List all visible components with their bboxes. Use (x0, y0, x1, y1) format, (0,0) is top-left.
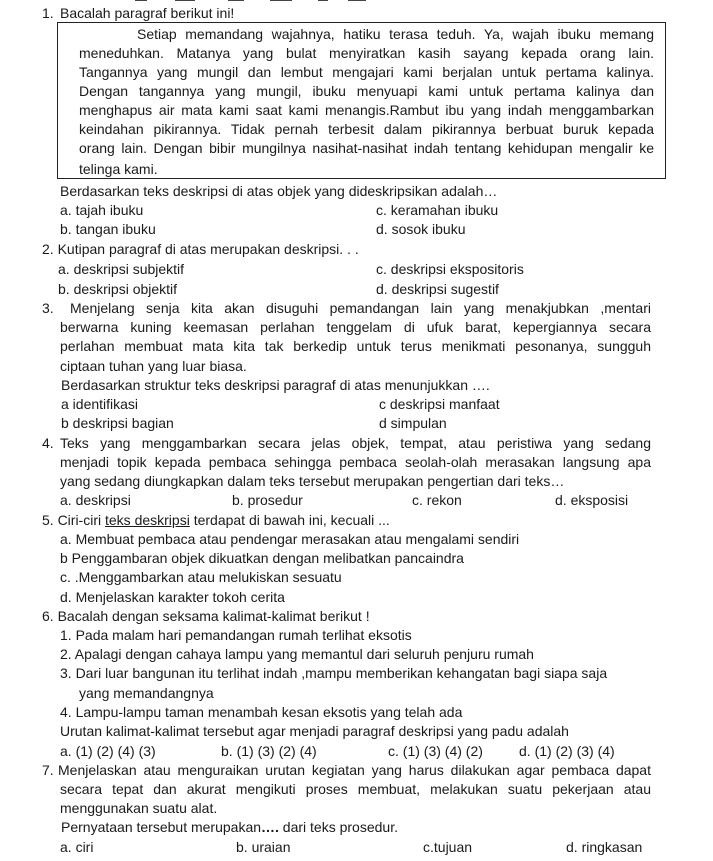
q6-question: Urutan kalimat-kalimat tersebut agar menjadi paragraf deskripsi yang padu adalah (60, 723, 569, 739)
q3-line: berwarna kuning keemasan perlahan tenggelam di ufuk barat, kepergiannya secara (60, 319, 651, 335)
q3-line: ciptaan tuhan yang luar biasa. (60, 358, 247, 374)
q6-text: 6. Bacalah dengan seksama kalimat-kalimat berikut ! (42, 608, 370, 624)
q7-number: 7. (42, 762, 54, 778)
q5-underlined-term: teks deskripsi (105, 512, 190, 528)
q4-option-d: d. eksposisi (555, 492, 629, 508)
q3-option-d: d simpulan (379, 415, 447, 431)
cropped-previous-line (0, 0, 713, 3)
q7-option-b: b. uraian (236, 839, 291, 855)
q6-option-a: a. (1) (2) (4) (3) (60, 743, 156, 759)
q3-line: perlahan membuat mata kita tak berkedip untuk terus menikmati pesonanya, sungguh (60, 338, 651, 354)
paragraph-line: Dengan tangannya yang mungil, ibuku menyuapi kami untuk pertama kalinya dan (79, 83, 654, 99)
q4-option-b: b. prosedur (232, 492, 303, 508)
q7-line: secara tepat dan akurat mengikuti proses membuat, melakukan suatu pekerjaan atau (60, 781, 651, 797)
q6-sentence: 2. Apalagi dengan cahaya lampu yang memantul dari seluruh penjuru rumah (60, 646, 534, 662)
q7-question-end: dari teks prosedur. (278, 819, 398, 835)
q7-question (61, 818, 398, 837)
q3-option-b: b deskripsi bagian (61, 415, 174, 431)
q1-option-b: b. tangan ibuku (60, 221, 156, 237)
paragraph-line: menghapus air mata kami saat kami menangis.Rambut ibu yang indah menggambarkan (79, 102, 654, 118)
q2-option-d: d. deskripsi sugestif (376, 281, 499, 297)
q5-option-d: d. Menjelaskan karakter tokoh cerita (60, 589, 285, 605)
q1-number: 1. (42, 5, 54, 21)
q5-suffix: terdapat di bawah ini, kecuali ... (189, 512, 390, 528)
q7-option-c: c.tujuan (423, 839, 473, 855)
q7-option-d: d. ringkasan (566, 839, 643, 855)
q6-sentence: 4. Lampu-lampu taman menambah kesan eksotis yang telah ada (60, 704, 463, 720)
q4-option-a: a. deskripsi (60, 492, 131, 508)
q6-sentence: 1. Pada malam hari pemandangan rumah terlihat eksotis (60, 627, 412, 643)
q1-option-d: d. sosok ibuku (376, 221, 466, 237)
q5-option-a: a. Membuat pembaca atau pendengar merasakan atau mengalami sendiri (60, 531, 520, 547)
q4-line: Teks yang menggambarkan secara jelas objek, tempat, atau peristiwa yang sedang (60, 435, 651, 451)
q5-option-b: b Penggambaran objek dikuatkan dengan melibatkan pancaindra (60, 550, 464, 566)
q3-number: 3. (42, 300, 54, 316)
q7-line: Menjelaskan atau menguraikan urutan kegiatan yang harus dilakukan agar pembaca dapat (58, 762, 651, 778)
q4-line: yang sedang diungkapkan dalam teks tersebut merupakan pengertian dari teks… (60, 473, 565, 489)
q1-instruction: Bacalah paragraf berikut ini! (60, 5, 235, 21)
q6-sentence: 3. Dari luar bangunan itu terlihat indah ,mampu memberikan kehangatan bagi siapa saja (60, 665, 608, 681)
paragraph-line: telinga kami. (79, 161, 158, 177)
q2-option-a: a. deskripsi subjektif (58, 261, 185, 277)
q1-paragraph-box (57, 22, 666, 179)
q5-prefix: 5. Ciri-ciri (42, 512, 105, 528)
q2-option-c: c. deskripsi ekspositoris (376, 261, 524, 277)
q5-option-c: c. .Menggambarkan atau melukiskan sesuatu (60, 569, 342, 585)
q7-question-blank: …. (261, 819, 279, 835)
q6-option-b: b. (1) (3) (2) (4) (221, 743, 317, 759)
q3-line: Menjelang senja kita akan disuguhi pemandangan lain yang menakjubkan ,mentari (70, 300, 651, 316)
q4-option-c: c. rekon (412, 492, 462, 508)
q1-question: Berdasarkan teks deskripsi di atas objek yang dideskripsikan adalah… (60, 183, 498, 199)
paragraph-line: Tangannya yang mungil dan lembut mengajari kami berjalan untuk pertama kalinya. (79, 64, 654, 80)
q7-option-a: a. ciri (60, 839, 94, 855)
paragraph-line: orang lain. Dengan bibir mungilnya nasihat-nasihat indah tentang kehidupan mengalir ke (79, 140, 654, 156)
q6-sentence-continued: yang memandangnya (79, 685, 214, 701)
q2-text: 2. Kutipan paragraf di atas merupakan deskripsi. . . (42, 241, 359, 257)
q4-number: 4. (42, 435, 54, 451)
q3-question: Berdasarkan struktur teks deskripsi paragraf di atas menunjukkan …. (61, 377, 490, 393)
q6-option-d: d. (1) (2) (3) (4) (519, 743, 615, 759)
paragraph-line: keindahan pikirannya. Tidak pernah terbesit dalam pikirannya berbuat buruk kepada (79, 121, 654, 137)
q3-option-a: a identifikasi (61, 396, 139, 412)
q1-option-c: c. keramahan ibuku (376, 202, 499, 218)
q5-question (42, 511, 390, 530)
paragraph-line: Setiap memandang wajahnya, hatiku terasa teduh. Ya, wajah ibuku memang (137, 26, 654, 42)
q2-option-b: b. deskripsi objektif (58, 281, 178, 297)
q7-line: menggunakan suatu alat. (60, 800, 218, 816)
q4-line: menjadi topik kepada pembaca sehingga pembaca seolah-olah merasakan langsung apa (60, 454, 651, 470)
q6-option-c: c. (1) (3) (4) (2) (388, 743, 483, 759)
q1-option-a: a. tajah ibuku (60, 202, 144, 218)
q3-option-c: c deskripsi manfaat (379, 396, 500, 412)
paragraph-line: meneduhkan. Matanya yang bulat menyiratkan kasih sayang kepada orang lain. (79, 45, 654, 61)
q7-question-start: Pernyataan tersebut merupakan (61, 819, 262, 835)
